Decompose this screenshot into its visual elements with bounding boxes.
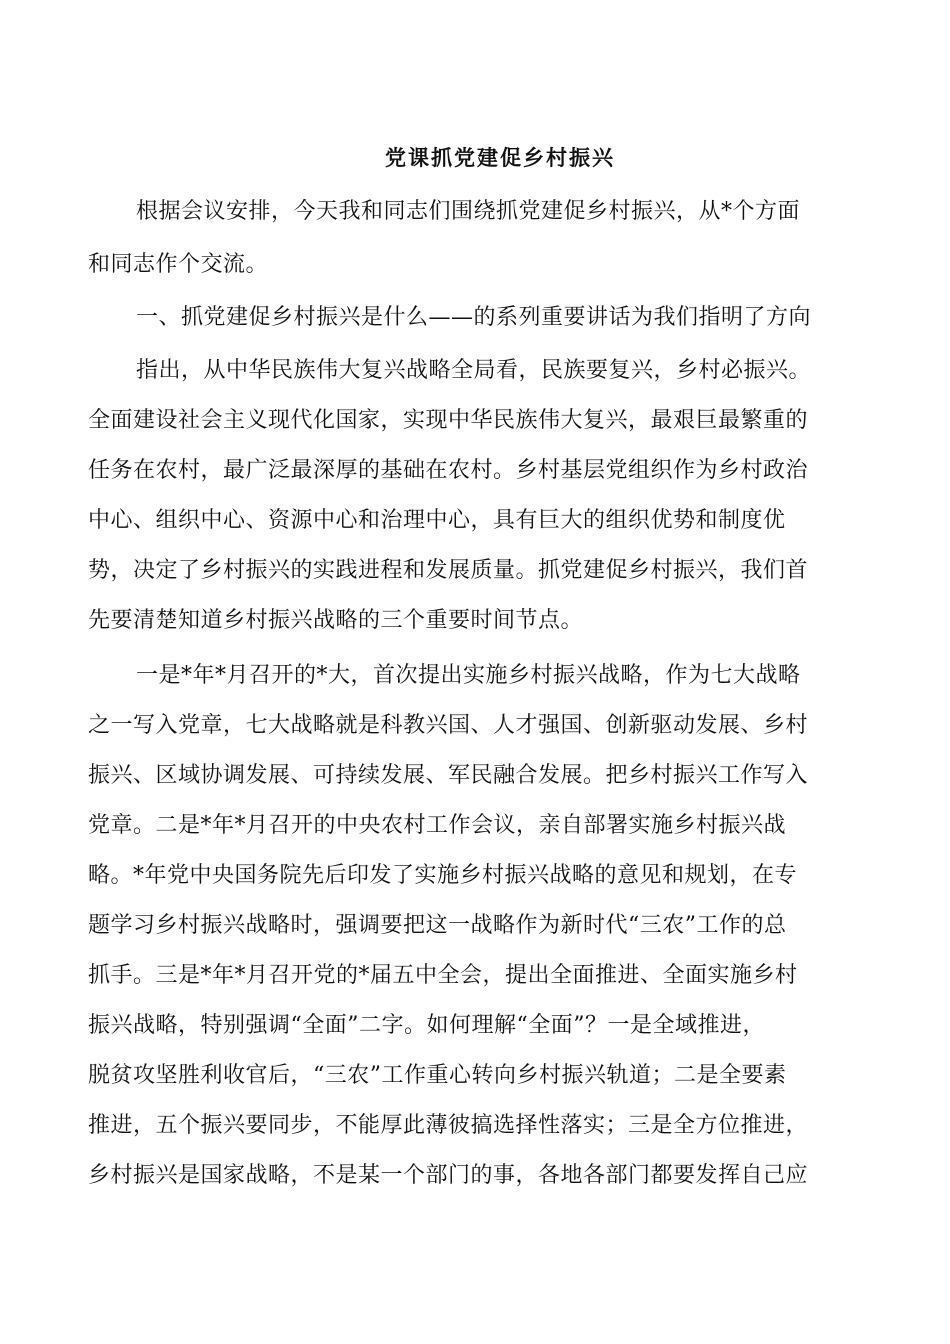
paragraph-line: 略。*年党中央国务院先后印发了实施乡村振兴战略的意见和规划，在专: [88, 863, 798, 888]
paragraph-line: 乡村振兴是国家战略，不是某一个部门的事，各地各部门都要发挥自己应: [88, 1163, 809, 1188]
paragraph-line: 之一写入党章，七大战略就是科教兴国、人才强国、创新驱动发展、乡村: [88, 713, 809, 738]
paragraph-line: 振兴战略，特别强调“全面”二字。如何理解“全面”？一是全域推进，: [88, 1013, 765, 1038]
paragraph-line: 题学习乡村振兴战略时，强调要把这一战略作为新时代“三农”工作的总: [88, 913, 787, 938]
document-title: 党课抓党建促乡村振兴: [385, 145, 615, 170]
paragraph-line: 全面建设社会主义现代化国家，实现中华民族伟大复兴，最艰巨最繁重的: [88, 408, 809, 433]
paragraph-line: 根据会议安排，今天我和同志们围绕抓党建促乡村振兴，从*个方面: [136, 199, 801, 224]
paragraph-line: 和同志作个交流。: [88, 252, 269, 277]
paragraph-line: 指出，从中华民族伟大复兴战略全局看，民族要复兴，乡村必振兴。: [136, 358, 812, 383]
paragraph-line: 推进，五个振兴要同步，不能厚此薄彼搞选择性落实；三是全方位推进，: [88, 1113, 809, 1138]
paragraph-line: 脱贫攻坚胜利收官后，“三农”工作重心转向乡村振兴轨道；二是全要素: [88, 1063, 787, 1088]
paragraph-line: 党章。二是*年*月召开的中央农村工作会议，亲自部署实施乡村振兴战: [88, 813, 787, 838]
paragraph-line: 一是*年*月召开的*大，首次提出实施乡村振兴战略，作为七大战略: [136, 663, 801, 688]
paragraph-line: 振兴、区域协调发展、可持续发展、军民融合发展。把乡村振兴工作写入: [88, 763, 809, 788]
paragraph-line: 先要清楚知道乡村振兴战略的三个重要时间节点。: [88, 608, 584, 633]
paragraph-line: 势，决定了乡村振兴的实践进程和发展质量。抓党建促乡村振兴，我们首: [88, 558, 809, 583]
paragraph-line: 任务在农村，最广泛最深厚的基础在农村。乡村基层党组织作为乡村政治: [88, 458, 809, 483]
paragraph-line: 中心、组织中心、资源中心和治理中心，具有巨大的组织优势和制度优: [88, 508, 786, 533]
paragraph-line: 抓手。三是*年*月召开党的*届五中全会，提出全面推进、全面实施乡村: [88, 963, 798, 988]
section-heading: 一、抓党建促乡村振兴是什么——的系列重要讲话为我们指明了方向: [136, 305, 812, 330]
